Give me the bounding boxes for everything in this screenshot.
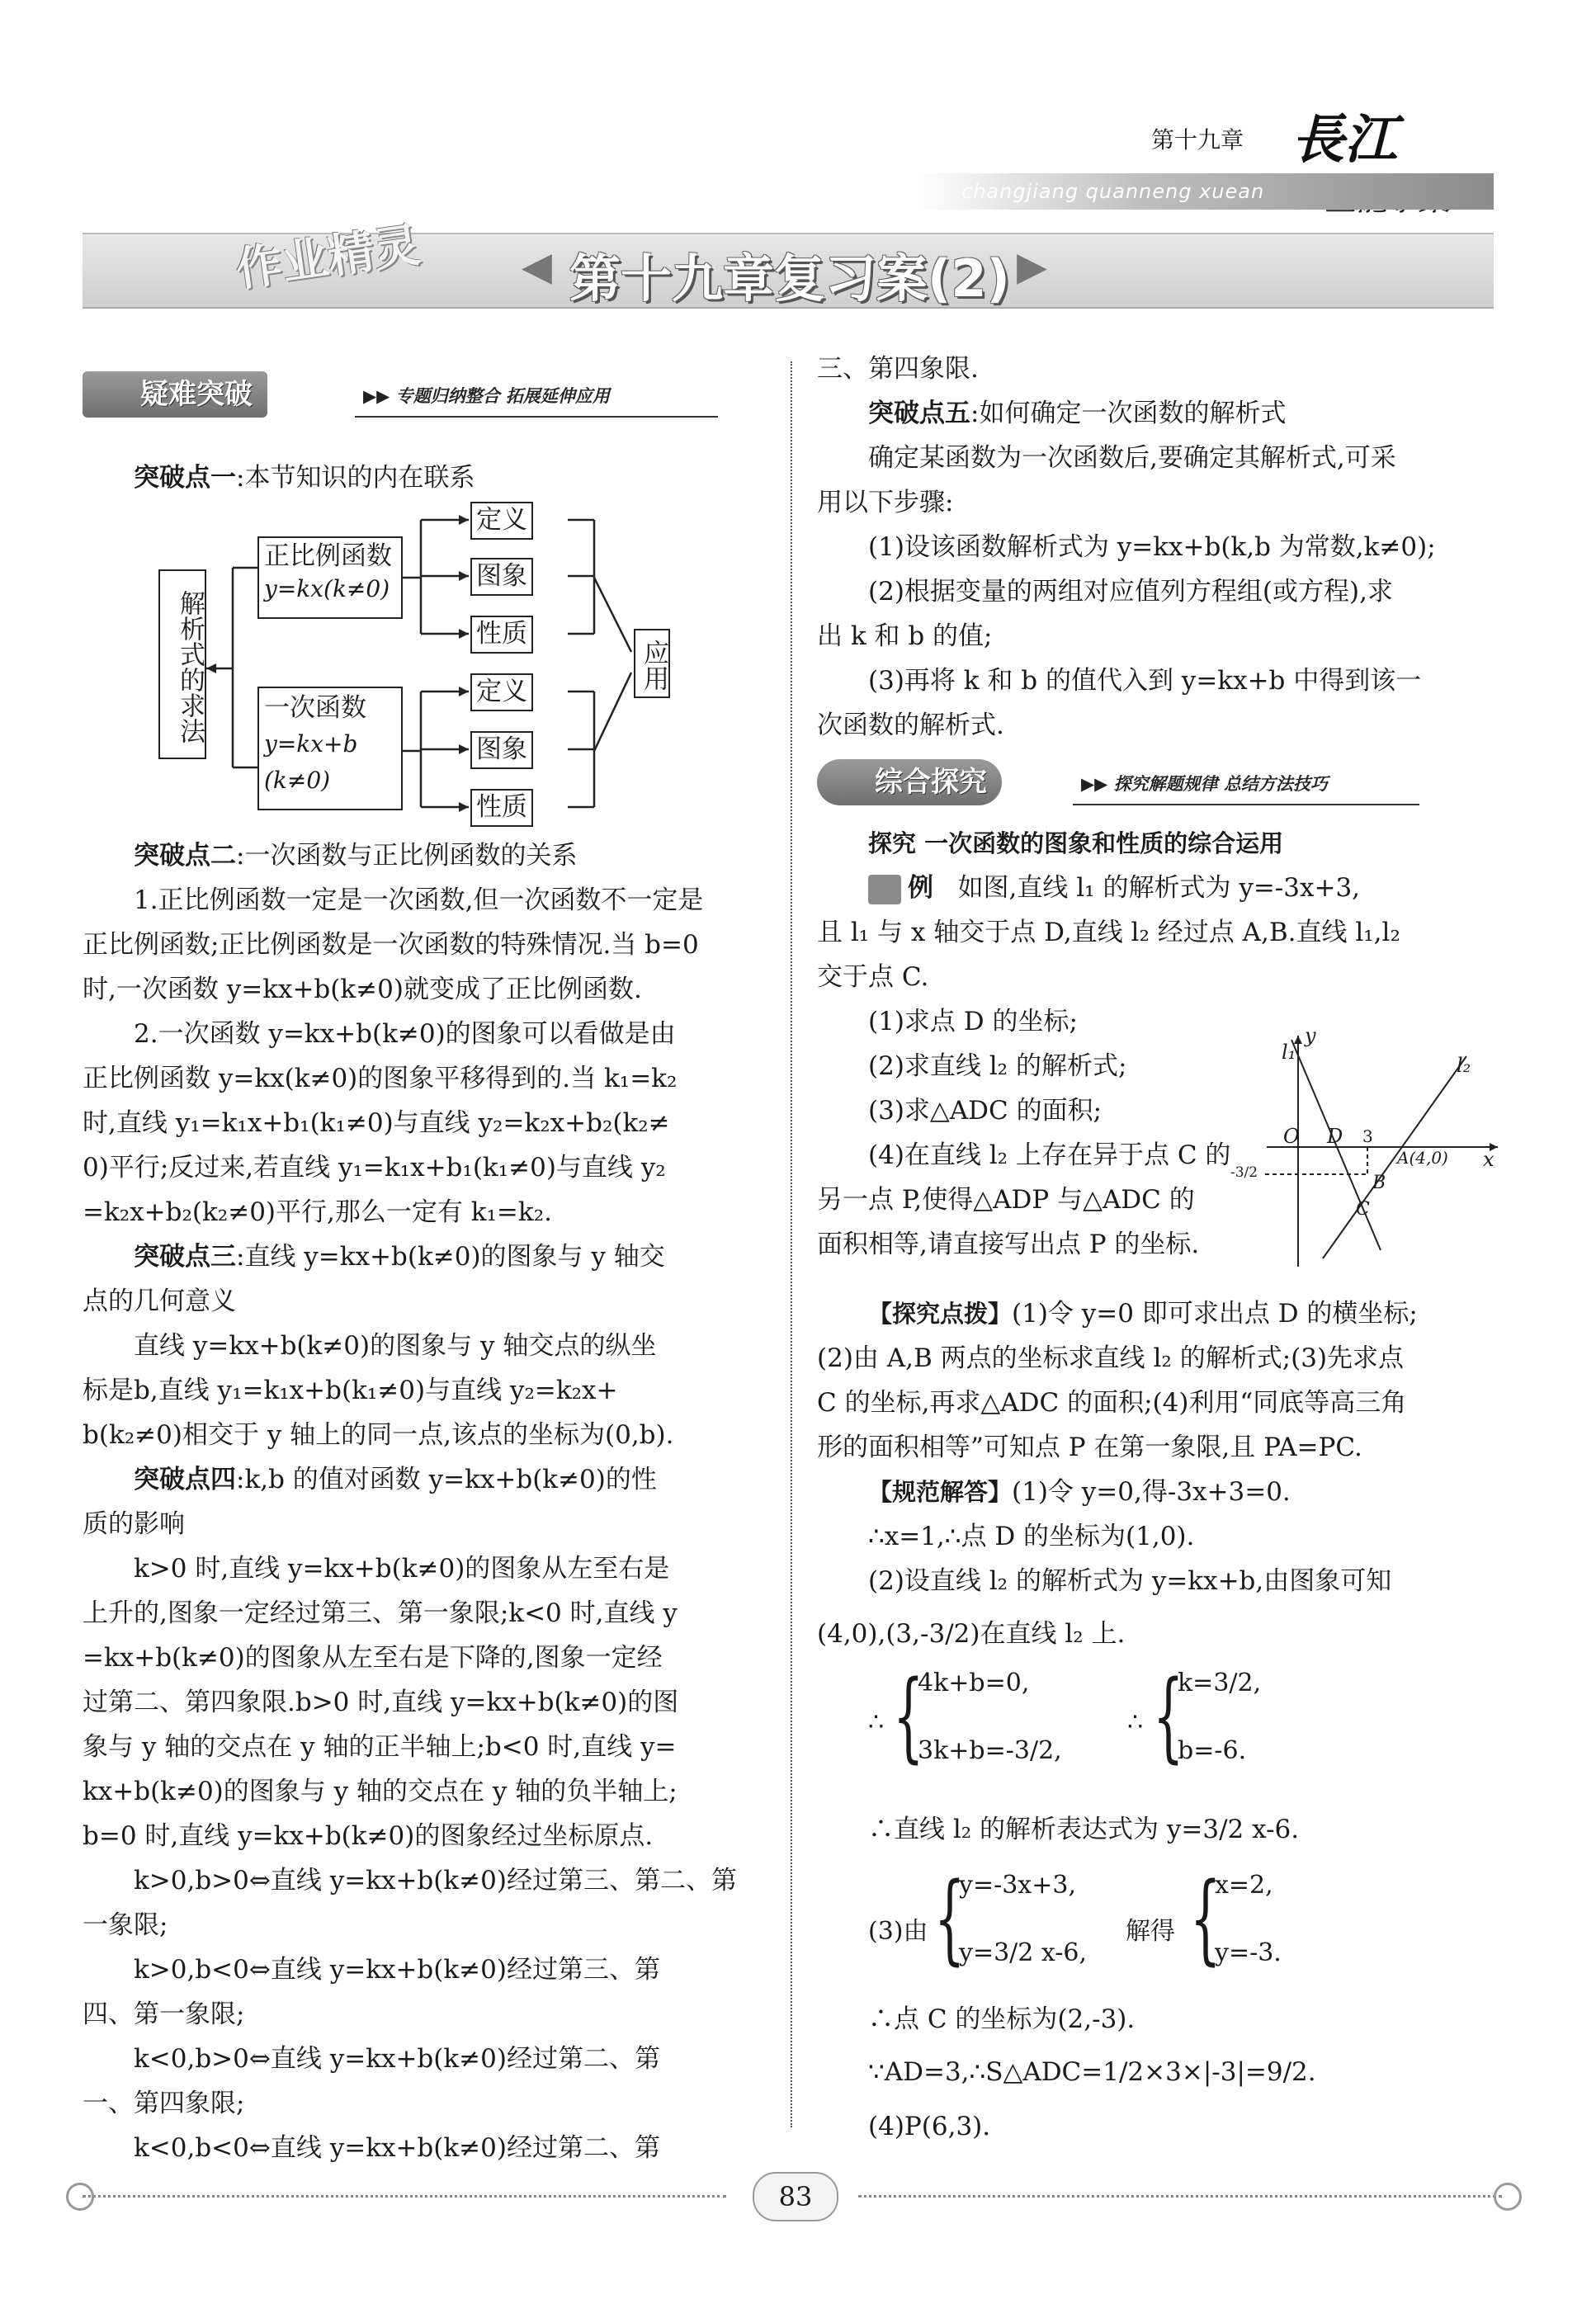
text-line: 点的几何意义 bbox=[83, 1286, 236, 1316]
text-line: k<0,b>0⇔直线 y=kx+b(k≠0)经过第二、第 bbox=[134, 2044, 660, 2074]
proportional-box bbox=[257, 536, 403, 619]
linear-title: 一次函数 bbox=[264, 693, 366, 723]
footer-ornament-left bbox=[66, 2183, 94, 2211]
text-line: b=0 时,直线 y=kx+b(k≠0)的图象经过坐标原点. bbox=[83, 1821, 654, 1851]
point-two: 突破点二:一次函数与正比例函数的关系 bbox=[134, 841, 578, 871]
chapter-label: 第十九章 bbox=[1151, 126, 1244, 153]
equation: y=-3x+3, bbox=[959, 1871, 1076, 1900]
section-title: 综合探究 bbox=[817, 759, 1002, 805]
equation: 4k+b=0, bbox=[918, 1669, 1030, 1697]
text-line: 时,直线 y₁=k₁x+b₁(k₁≠0)与直线 y₂=k₂x+b₂(k₂≠ bbox=[83, 1108, 670, 1138]
text-line: k<0,b<0⇔直线 y=kx+b(k≠0)经过第二、第 bbox=[134, 2133, 660, 2163]
text-line: 1.正比例函数一定是一次函数,但一次函数不一定是 bbox=[134, 885, 704, 915]
text-line: 2.一次函数 y=kx+b(k≠0)的图象可以看做是由 bbox=[134, 1019, 676, 1049]
text-line: k>0,b>0⇔直线 y=kx+b(k≠0)经过第三、第二、第 bbox=[134, 1866, 737, 1895]
brand-name: 長江 bbox=[1291, 109, 1397, 171]
text-line: C 的坐标,再求△ADC 的面积;(4)利用“同底等高三角 bbox=[817, 1388, 1407, 1418]
brace-icon: { bbox=[934, 1861, 966, 1975]
label-d: D bbox=[1327, 1125, 1343, 1148]
property-box-1: 性质 bbox=[470, 616, 533, 654]
text-line: 正比例函数;正比例函数是一次函数的特殊情况.当 b=0 bbox=[83, 930, 699, 960]
text-line: 三、第四象限. bbox=[817, 354, 979, 384]
text-line: (1)设该函数解析式为 y=kx+b(k,b 为常数,k≠0); bbox=[868, 532, 1436, 562]
left-arrow-icon: ◀ bbox=[522, 243, 552, 290]
equation-system-2 bbox=[868, 1861, 1495, 1993]
explore-title: 探究 一次函数的图象和性质的综合运用 bbox=[868, 829, 1284, 857]
equation: k=3/2, bbox=[1178, 1669, 1262, 1697]
text-line: 另一点 P,使得△ADP 与△ADC 的 bbox=[817, 1185, 1195, 1215]
question-2: (2)求直线 l₂ 的解析式; bbox=[868, 1051, 1127, 1081]
linear-cond: (k≠0) bbox=[264, 767, 331, 794]
text-line: k>0 时,直线 y=kx+b(k≠0)的图象从左至右是 bbox=[134, 1554, 670, 1584]
text-line: (4)P(6,3). bbox=[868, 2112, 991, 2141]
section-subtitle: ▶▶ 专题归纳整合 拓展延伸应用 bbox=[363, 386, 610, 406]
right-solution bbox=[817, 1291, 1502, 1656]
application-box: 应用 bbox=[634, 629, 670, 698]
point-five: 突破点五:如何确定一次函数的解析式 bbox=[868, 399, 1287, 428]
text-line: 用以下步骤: bbox=[817, 488, 954, 517]
question-1: (1)求点 D 的坐标; bbox=[868, 1007, 1078, 1036]
text-line: =kx+b(k≠0)的图象从左至右是下降的,图象一定经 bbox=[83, 1643, 663, 1673]
label-neg-three-halves: -3/2 bbox=[1230, 1164, 1258, 1181]
coordinate-figure bbox=[1230, 1024, 1506, 1275]
text-line: 确定某函数为一次函数后,要确定其解析式,可采 bbox=[868, 443, 1396, 473]
therefore-symbol: ∴ bbox=[868, 1708, 885, 1737]
proportional-title: 正比例函数 bbox=[264, 541, 392, 571]
example-line: 例 如图,直线 l₁ 的解析式为 y=-3x+3, bbox=[817, 866, 1502, 910]
text-line: kx+b(k≠0)的图象与 y 轴的交点在 y 轴的负半轴上; bbox=[83, 1777, 678, 1806]
text-line: =k₂x+b₂(k₂≠0)平行,那么一定有 k₁=k₂. bbox=[83, 1197, 552, 1227]
text-line: 四、第一象限; bbox=[83, 1999, 245, 2029]
linear-formula: y=kx+b bbox=[264, 730, 358, 758]
text-line: 直线 y=kx+b(k≠0)的图象与 y 轴交点的纵坐 bbox=[134, 1331, 657, 1361]
brace-icon: { bbox=[1153, 1659, 1184, 1773]
example-icon bbox=[868, 875, 901, 904]
equation: y=3/2 x-6, bbox=[959, 1938, 1088, 1967]
label-c: C bbox=[1356, 1199, 1370, 1220]
point-three: 突破点三:直线 y=kx+b(k≠0)的图象与 y 轴交 bbox=[134, 1242, 665, 1272]
text-line: 且 l₁ 与 x 轴交于点 D,直线 l₂ 经过点 A,B.直线 l₁,l₂ bbox=[817, 918, 1400, 947]
equation: y=-3. bbox=[1215, 1938, 1282, 1967]
text-line: ∴点 C 的坐标为(2,-3). bbox=[868, 2004, 1136, 2034]
equation: b=-6. bbox=[1178, 1736, 1247, 1765]
text-line: b(k₂≠0)相交于 y 轴上的同一点,该点的坐标为(0,b). bbox=[83, 1420, 674, 1450]
text-line: 面积相等,请直接写出点 P 的坐标. bbox=[817, 1230, 1200, 1259]
text-line: 标是b,直线 y₁=k₁x+b(k₁≠0)与直线 y₂=k₂x+ bbox=[83, 1376, 618, 1405]
text-line: 0)平行;反过来,若直线 y₁=k₁x+b₁(k₁≠0)与直线 y₂ bbox=[83, 1153, 666, 1183]
label-x: x bbox=[1483, 1148, 1494, 1171]
right-text-top bbox=[817, 347, 1502, 748]
label-l2: l₂ bbox=[1457, 1054, 1471, 1077]
label-origin: O bbox=[1283, 1125, 1300, 1148]
footer-rule-left bbox=[83, 2195, 726, 2198]
text-line: (4,0),(3,-3/2)在直线 l₂ 上. bbox=[817, 1619, 1126, 1649]
text-line: (3)再将 k 和 b 的值代入到 y=kx+b 中得到该一 bbox=[868, 666, 1422, 696]
text-line: ∴直线 l₂ 的解析表达式为 y=3/2 x-6. bbox=[868, 1815, 1300, 1844]
therefore-symbol-2: ∴ bbox=[1127, 1708, 1144, 1737]
label-a: A(4,0) bbox=[1397, 1148, 1448, 1168]
text-line: (2)设直线 l₂ 的解析式为 y=kx+b,由图象可知 bbox=[868, 1566, 1392, 1596]
page-number: 83 bbox=[753, 2172, 838, 2221]
proportional-formula: y=kx(k≠0) bbox=[264, 575, 390, 602]
text-line: 交于点 C. bbox=[817, 962, 929, 992]
section-title: 疑难突破 bbox=[83, 371, 267, 418]
section-subtitle: ▶▶ 探究解题规律 总结方法技巧 bbox=[1081, 774, 1328, 794]
equation: x=2, bbox=[1215, 1871, 1273, 1900]
text-line: 上升的,图象一定经过第三、第一象限;k<0 时,直线 y bbox=[83, 1598, 678, 1628]
text-line: ∵AD=3,∴S△ADC=1/2×3×|-3|=9/2. bbox=[868, 2057, 1316, 2087]
property-box-2: 性质 bbox=[470, 789, 533, 827]
question-3: (3)求△ADC 的面积; bbox=[868, 1096, 1103, 1126]
point-one: 突破点一:本节知识的内在联系 bbox=[134, 463, 475, 493]
graph-box-2: 图象 bbox=[470, 731, 533, 769]
footer-ornament-right bbox=[1494, 2183, 1522, 2211]
label-y: y bbox=[1305, 1024, 1316, 1047]
text-line: (2)根据变量的两组对应值列方程组(或方程),求 bbox=[868, 577, 1393, 607]
text-line: 过第二、第四象限.b>0 时,直线 y=kx+b(k≠0)的图 bbox=[83, 1688, 679, 1717]
equation-system-1 bbox=[868, 1659, 1495, 1791]
text-line: (3)由 bbox=[868, 1917, 928, 1946]
section-header-difficult bbox=[83, 371, 718, 421]
label-l1: l₁ bbox=[1282, 1041, 1296, 1064]
text-line: ∴x=1,∴点 D 的坐标为(1,0). bbox=[868, 1522, 1195, 1551]
right-final bbox=[868, 1997, 1495, 2149]
right-arrow-icon: ▶ bbox=[1017, 243, 1047, 290]
page-title: 第十九章复习案(2) bbox=[569, 248, 1010, 309]
graph-box-1: 图象 bbox=[470, 558, 533, 596]
equation: 3k+b=-3/2, bbox=[918, 1736, 1062, 1765]
left-text-block bbox=[83, 833, 767, 2170]
text-line: 一象限; bbox=[83, 1910, 168, 1940]
linear-box bbox=[257, 687, 403, 810]
question-4: (4)在直线 l₂ 上存在异于点 C 的 bbox=[868, 1140, 1231, 1170]
definition-box-2: 定义 bbox=[470, 673, 533, 711]
text-line: 次函数的解析式. bbox=[817, 711, 1004, 740]
example-label: 例 bbox=[908, 873, 933, 903]
text-line: 象与 y 轴的交点在 y 轴的正半轴上;b<0 时,直线 y= bbox=[83, 1732, 677, 1762]
answer-line: 【规范解答】(1)令 y=0,得-3x+3=0. bbox=[868, 1477, 1291, 1507]
text-line: 正比例函数 y=kx(k≠0)的图象平移得到的.当 k₁=k₂ bbox=[83, 1064, 678, 1093]
brand-pinyin: changjiang quanneng xuean bbox=[961, 180, 1265, 203]
text-line: 解得 bbox=[1126, 1917, 1175, 1946]
label-b: B bbox=[1372, 1173, 1386, 1193]
text-line: (2)由 A,B 两点的坐标求直线 l₂ 的解析式;(3)先求点 bbox=[817, 1343, 1405, 1373]
section-header-explore bbox=[817, 759, 1419, 809]
text-line: 出 k 和 b 的值; bbox=[817, 621, 993, 651]
banner-left-text: 作业精灵 bbox=[233, 218, 424, 298]
text-line: 时,一次函数 y=kx+b(k≠0)就变成了正比例函数. bbox=[83, 975, 642, 1004]
text-line: 一、第四象限; bbox=[83, 2089, 245, 2118]
text-line: k>0,b<0⇔直线 y=kx+b(k≠0)经过第三、第 bbox=[134, 1955, 660, 1985]
brace-icon: { bbox=[1190, 1861, 1221, 1975]
footer-rule-right bbox=[858, 2195, 1502, 2198]
knowledge-diagram bbox=[157, 495, 751, 842]
text-line: 形的面积相等”可知点 P 在第一象限,且 PA=PC. bbox=[817, 1433, 1362, 1462]
label-3: 3 bbox=[1362, 1126, 1373, 1146]
hint-line: 【探究点拨】(1)令 y=0 即可求出点 D 的横坐标; bbox=[868, 1299, 1418, 1329]
solve-method-box: 解析式的求法 bbox=[158, 569, 206, 759]
text-line: 质的影响 bbox=[83, 1509, 185, 1539]
column-divider bbox=[791, 361, 792, 2127]
point-four: 突破点四:k,b 的值对函数 y=kx+b(k≠0)的性 bbox=[134, 1465, 657, 1494]
brace-icon: { bbox=[893, 1659, 924, 1773]
definition-box-1: 定义 bbox=[470, 502, 533, 540]
